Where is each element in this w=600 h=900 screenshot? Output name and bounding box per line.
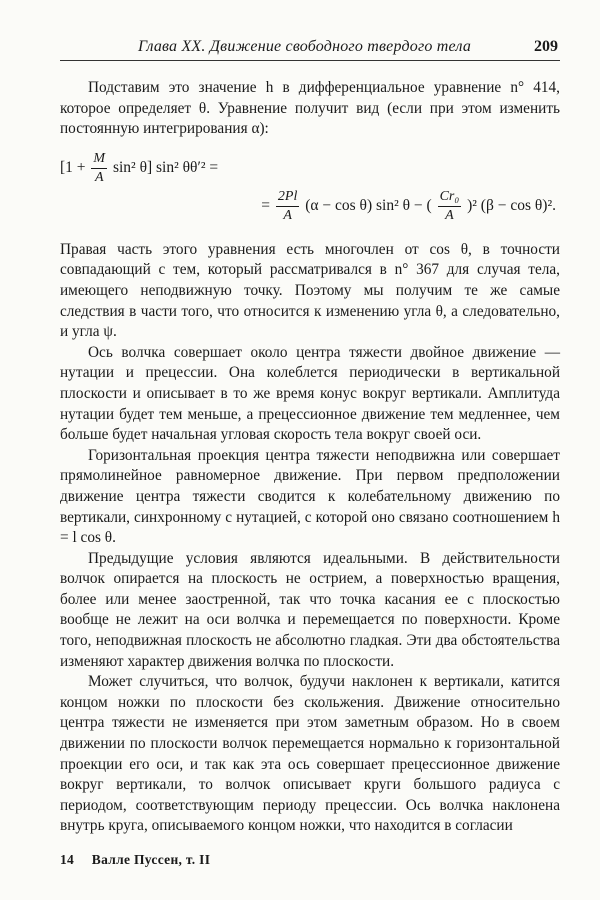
fraction-denominator: A (94, 169, 104, 185)
equation-open: [1 + (60, 158, 86, 176)
fraction-m-over-a (91, 150, 107, 187)
page-header (60, 36, 560, 61)
paragraph-1: Подставим это значение h в дифференциальное уравнение n° 414, которое определяет θ. Уравнение получит вид (если при этом изменить постоянную интегрирования α): (60, 79, 560, 138)
imprint: Валле Пуссен, т. II (91, 852, 211, 867)
paragraph-3: Ось волчка совершает около центра тяжести двойное движение — нутации и прецессии. Она колеблется периодически в вертикальной плоскости и описывает в то же время конус вокруг вертикали. Амплитуда нутации будет тем меньше, а прецессионное движение тем медленнее, чем больше будет начальная угловая скорость тела вокруг своей оси. (60, 343, 560, 444)
book-page (60, 0, 560, 900)
equation-line-1-rest: sin² θ] sin² θθ′² = (112, 158, 219, 176)
page-body (60, 78, 560, 837)
page-footer (60, 852, 560, 868)
paragraph-4: Горизонтальная проекция центра тяжести неподвижна или совершает прямолинейное равномерное движение. При первом предположении движение центра тяжести сводится к колебательному движению по вертикали, синхронному с нутацией, с которой оно связано соотношением h = l cos θ. (60, 446, 560, 547)
paragraph-6: Может случиться, что волчок, будучи наклонен к вертикали, катится концом ножки по плоскости без скольжения. Движение относительно центра тяжести не изменяется при этом заметным образом. Но в своем движении по плоскости волчок перемещается нормально к горизонтальной проекции его оси, и так как эта ось совершает прецессионное движение вокруг вертикали, то волчок описывает круги большого радиуса с периодом, соответствующим периоду прецессии. Ось волчка наклонена внутрь круга, описываемого концом ножки, что находится в согласии (60, 673, 560, 835)
paragraph-2: Правая часть этого уравнения есть многочлен от cos θ, в точности совпадающий с тем, который рассматривался в n° 367 для случая тела, имеющего неподвижную точку. Поэтому мы получим те же самые следствия в части того, что относится к изменению угла θ, а следовательно, и угла ψ. (60, 240, 560, 341)
fraction-cr0-over-a (438, 188, 462, 225)
equation-line-1 (60, 150, 218, 187)
fraction-numerator: 2Pl (276, 188, 299, 207)
equation-line-2-end: )² (β − cos θ)². (467, 196, 556, 214)
paragraph-5: Предыдущие условия являются идеальными. В действительности волчок опирается на плоскость не острием, а поверхностью вращения, более или менее заостренной, так что точка касания ее с плоскостью вообще не лежит на оси волчка и перемещается по поверхности. Кроме того, неподвижная плоскость не абсолютно гладкая. Эти два обстоятельства изменяют характер движения волчка по плоскости. (60, 549, 560, 670)
equation (60, 146, 560, 232)
equation-line-2-mid: (α − cos θ) sin² θ − ( (305, 196, 432, 214)
equation-equals: = (261, 196, 271, 214)
fraction-denominator: A (445, 207, 454, 223)
running-title: Глава XX. Движение свободного твердого тела (138, 38, 472, 55)
fraction-numerator: M (91, 150, 107, 169)
fraction-denominator: A (283, 207, 292, 223)
signature-mark: 14 (60, 852, 75, 867)
fraction-numerator: Cr₀ (438, 188, 462, 207)
fraction-2pl-over-a (276, 188, 299, 225)
page-number: 209 (534, 38, 558, 55)
equation-line-2 (261, 188, 556, 225)
